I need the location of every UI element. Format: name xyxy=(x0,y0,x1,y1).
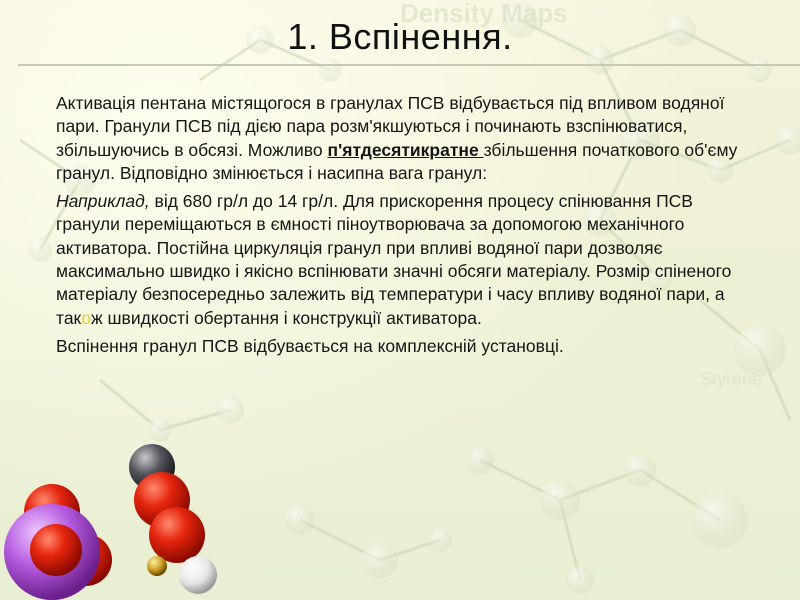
paragraph-2-italic: Наприклад, xyxy=(56,191,150,212)
paragraph-2-text-a: від 680 гр/л до 14 гр/л. Для прискорення процесу спінювання ПСВ гранули переміщаються в ємності піноутворювача за допомогою механічного активатора. Постійна циркуляція гранул при впливі водяної пари дозволяє максимально швидко і якісно вспінювати значні обсяги матеріалу. Розмір спіненого матеріалу безпосередньо залежить від температури і часу впливу водяної пари, а так xyxy=(56,191,732,328)
paragraph-1 xyxy=(56,92,756,185)
white-atom xyxy=(179,556,217,594)
paragraph-3: Вспінення гранул ПСВ відбувається на комплексній установці. xyxy=(56,335,564,356)
paragraph-2-text-b: ж швидкості обертання і конструкції активатора. xyxy=(90,307,482,328)
molecule-model-image xyxy=(0,440,240,600)
red-atom xyxy=(149,507,205,563)
emphasis-fiftyfold: п'ятдесятикратне xyxy=(327,139,484,160)
gold-atom xyxy=(147,556,167,576)
slide-body xyxy=(56,92,756,363)
watermark-text-2: Styrene xyxy=(700,369,763,389)
slide-title: 1. Вспінення. xyxy=(287,16,513,57)
highlight-letter: о xyxy=(81,307,91,328)
paragraph-2 xyxy=(56,190,756,330)
red-atom xyxy=(30,524,82,576)
title-divider xyxy=(18,64,800,66)
paragraph-1-text-b: збільшення початкового об'єму гранул. Відповідно змінюється і насипна вага гранул: xyxy=(56,139,738,183)
paragraph-1-text-a: Активація пентана містящогося в гранулах ПСВ відбувається під впливом водяної пари. Гранули ПСВ під дією пара розм'якшуються і починають взспінюватися, збільшуючись в обсязі. Можливо xyxy=(56,93,725,160)
watermark-text: Density Maps xyxy=(400,0,568,28)
